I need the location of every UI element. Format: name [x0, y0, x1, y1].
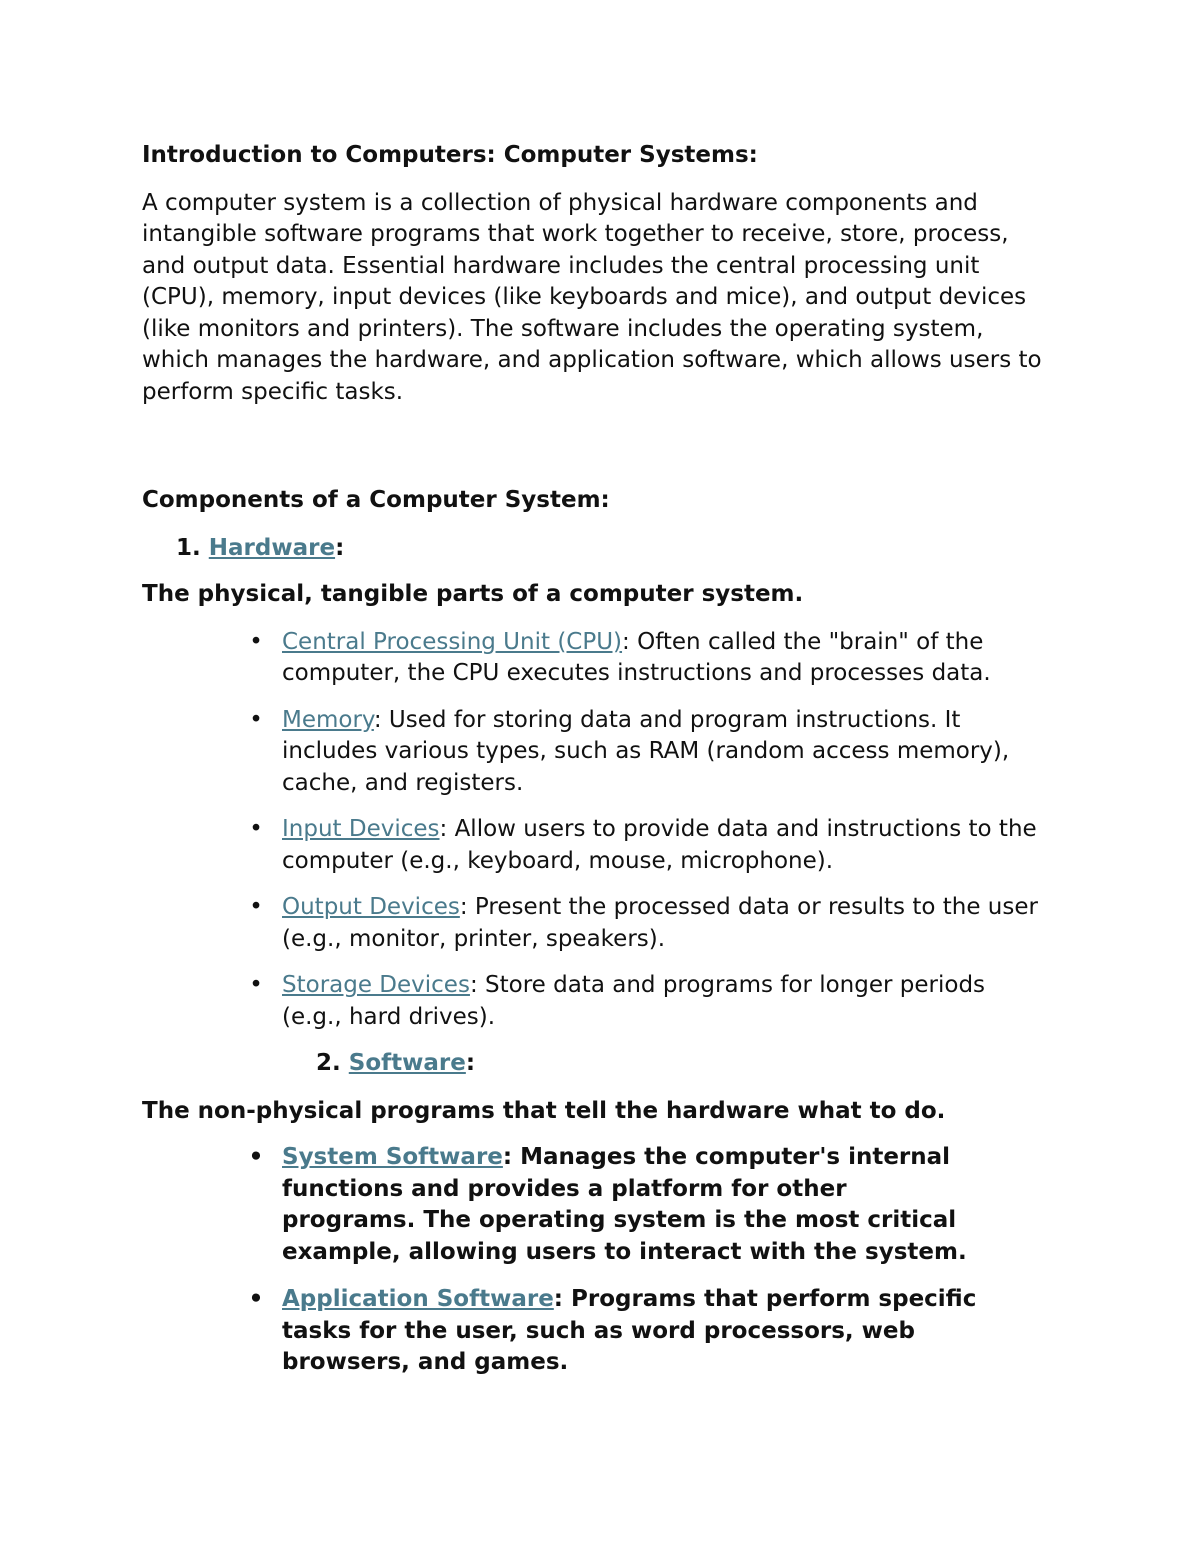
bullet-icon: •	[249, 972, 263, 998]
system-software-description: : Manages the computer's internal functions and provides a platform for other programs. The operating system is the most critical example, allowing users to interact with the system.	[282, 1144, 967, 1265]
components-heading: Components of a Computer System:	[142, 487, 610, 513]
list-item	[142, 1142, 1072, 1268]
application-software-link[interactable]: Application Software	[282, 1286, 554, 1312]
output-devices-link[interactable]: Output Devices	[282, 894, 460, 920]
storage-devices-link[interactable]: Storage Devices	[282, 972, 470, 998]
software-list	[142, 1142, 1072, 1379]
cpu-description: : Often called the "brain" of the computer, the CPU executes instructions and processes data.	[282, 628, 991, 686]
bullet-icon: •	[249, 706, 263, 733]
document-page	[142, 140, 1072, 1379]
output-devices-description: : Present the processed data or results to the user (e.g., monitor, printer, speakers).	[282, 894, 1038, 952]
hardware-list	[142, 627, 1072, 1034]
bullet-icon: •	[248, 1286, 264, 1312]
bullet-icon: •	[248, 1144, 264, 1170]
hardware-heading	[142, 533, 1072, 565]
bullet-icon: •	[249, 816, 263, 842]
hardware-link[interactable]: Hardware	[208, 534, 336, 561]
hardware-number: 1.	[176, 534, 201, 561]
software-description: The non-physical programs that tell the hardware what to do.	[142, 1097, 946, 1124]
list-item	[142, 1284, 1072, 1379]
input-devices-link[interactable]: Input Devices	[282, 816, 440, 842]
memory-link[interactable]: Memory	[282, 706, 374, 733]
hardware-description: The physical, tangible parts of a computer system.	[142, 581, 804, 607]
application-software-description: : Programs that perform specific tasks for the user, such as word processors, web browsers, and games.	[282, 1286, 977, 1375]
software-heading	[142, 1048, 1072, 1080]
bullet-icon: •	[249, 894, 263, 920]
software-suffix: :	[465, 1050, 476, 1076]
document-title: Introduction to Computers: Computer Systems:	[142, 142, 758, 168]
list-item	[142, 705, 1072, 800]
list-item	[142, 814, 1072, 877]
cpu-link[interactable]: Central Processing Unit (CPU)	[282, 628, 623, 655]
storage-devices-description: : Store data and programs for longer periods (e.g., hard drives).	[282, 972, 986, 1030]
software-link[interactable]: Software	[348, 1050, 466, 1076]
hardware-suffix: :	[335, 534, 345, 561]
intro-paragraph: A computer system is a collection of physical hardware components and intangible software programs that work together to receive, store, process, and output data. Essential hardware includes the central processing unit (CPU), memory, input devices (like keyboards and mice), and output devices (like monitors and printers). The software includes the operating system, which manages the hardware, and application software, which allows users to perform specific tasks.	[142, 189, 1042, 405]
list-item	[142, 892, 1072, 955]
software-number: 2.	[316, 1050, 341, 1076]
list-item	[142, 627, 1072, 690]
input-devices-description: : Allow users to provide data and instructions to the computer (e.g., keyboard, mouse, microphone).	[282, 816, 1037, 874]
memory-description: : Used for storing data and program instructions. It includes various types, such as RAM (random access memory), cache, and registers.	[282, 706, 1010, 796]
list-item	[142, 970, 1072, 1033]
system-software-link[interactable]: System Software	[282, 1144, 503, 1170]
bullet-icon: •	[249, 628, 263, 655]
